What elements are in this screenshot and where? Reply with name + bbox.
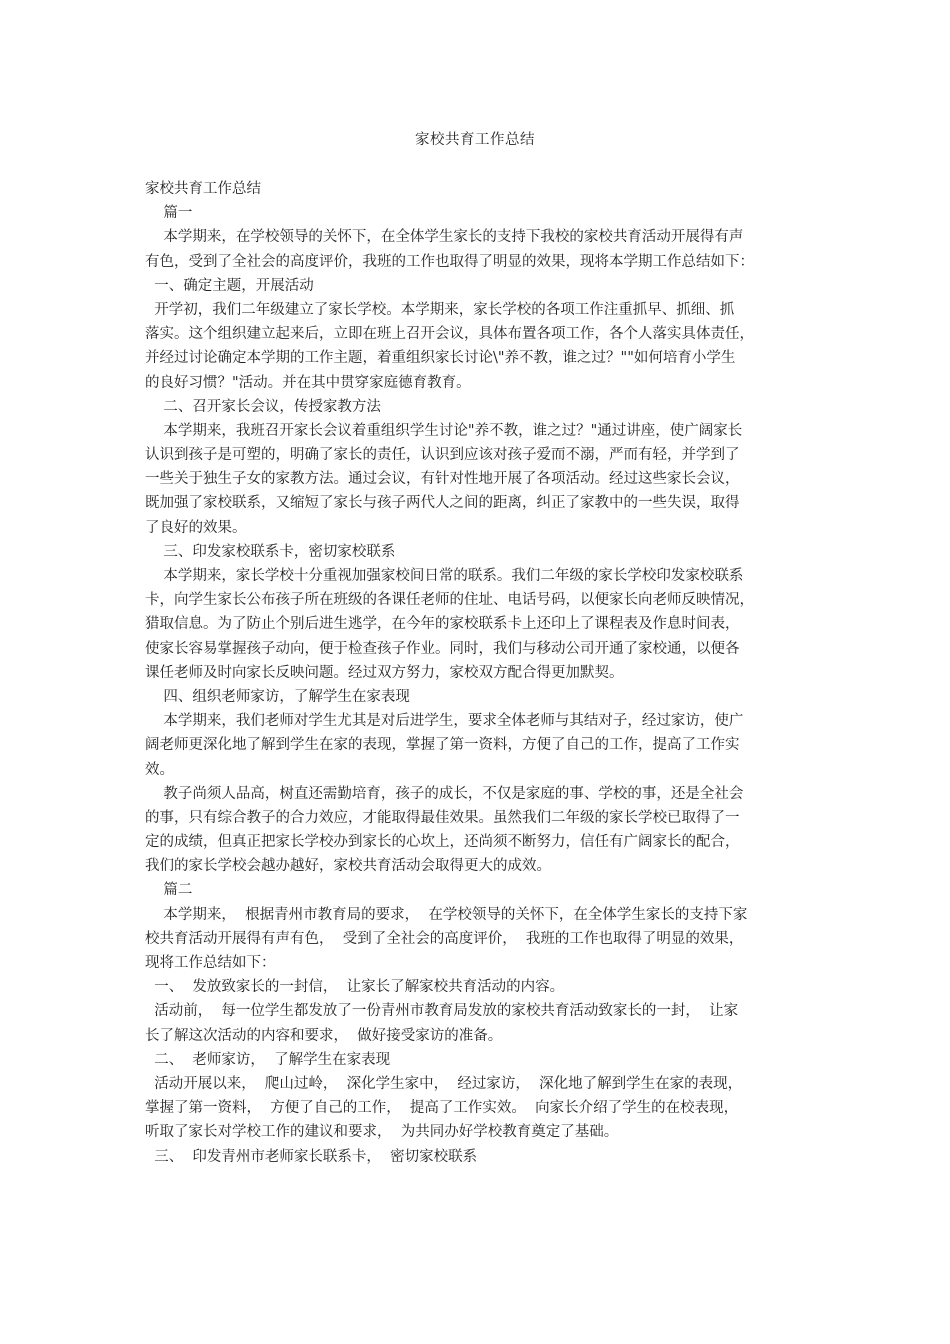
text-line: 本学期来，家长学校十分重视加强家校间日常的联系。我们二年级的家长学校印发家校联系 (145, 568, 744, 584)
text-line: 一、确定主题，开展活动 (145, 277, 314, 294)
document-body (145, 177, 813, 1169)
text-line: 并经过讨论确定本学期的工作主题，着重组织家长讨论\"养不教，谁之过？""如何培育小学生 (145, 350, 736, 367)
text-line: 家校共育工作总结 (145, 181, 261, 197)
text-line: 使家长容易掌握孩子动向，便于检查孩子作业。同时，我们与移动公司开通了家校通，以便各 (145, 640, 740, 657)
text-line: 本学期来，我班召开家长会议着重组织学生讨论"养不教，谁之过？"通过讲座，使广阔家长 (145, 422, 743, 439)
text-line: 篇二 (145, 882, 193, 899)
text-line: 的良好习惯？"活动。并在其中贯穿家庭德育教育。 (145, 374, 471, 391)
text-line: 活动开展以来， 爬山过岭， 深化学生家中， 经过家访， 深化地了解到学生在家的表现， (145, 1075, 743, 1092)
text-line: 我们的家长学校会越办越好，家校共育活动会取得更大的成效。 (145, 858, 551, 875)
text-line: 有色，受到了全社会的高度评价，我班的工作也取得了明显的效果，现将本学期工作总结如下： (145, 253, 754, 270)
text-line: 掌握了第一资料， 方便了自己的工作， 提高了工作实效。 向家长介绍了学生的在校表现， (145, 1100, 739, 1117)
text-line: 教子尚须人品高，树直还需勤培育，孩子的成长，不仅是家庭的事、学校的事，还是全社会 (145, 785, 744, 802)
text-line: 阔老师更深化地了解到学生在家的表现，掌握了第一资料，方便了自己的工作，提高了工作实 (145, 737, 740, 754)
text-line: 的事，只有综合教子的合力效应，才能取得最佳效果。虽然我们二年级的家长学校已取得了一 (145, 809, 740, 826)
text-line: 开学初，我们二年级建立了家长学校。本学期来，家长学校的各项工作注重抓早、抓细、抓 (145, 301, 735, 318)
text-line: 课任老师及时向家长反映问题。经过双方努力，家校双方配合得更加默契。 (145, 664, 624, 681)
text-line: 长了解这次活动的内容和要求， 做好接受家访的准备。 (145, 1027, 503, 1044)
text-line: 本学期来，我们老师对学生尤其是对后进学生，要求全体老师与其结对子，经过家访，使广 (145, 713, 744, 730)
text-line: 二、召开家长会议，传授家教方法 (145, 398, 381, 415)
text-line: 听取了家长对学校工作的建议和要求， 为共同办好学校教育奠定了基础。 (145, 1124, 619, 1141)
text-line: 本学期来， 根据青州市教育局的要求， 在学校领导的关怀下，在全体学生家长的支持下家 (145, 906, 748, 923)
text-line: 本学期来，在学校领导的关怀下，在全体学生家长的支持下我校的家校共育活动开展得有声 (145, 229, 744, 246)
text-line: 活动前， 每一位学生都发放了一份青州市教育局发放的家校共育活动致家长的一封， 让家 (145, 1003, 739, 1020)
text-line: 卡，向学生家长公布孩子所在班级的各课任老师的住址、电话号码，以便家长向老师反映情况， (145, 592, 754, 609)
text-line: 现将工作总结如下： (145, 955, 276, 971)
text-line: 定的成绩，但真正把家长学校办到家长的心坎上，还尚须不断努力，信任有广阔家长的配合， (145, 834, 740, 851)
text-line: 三、印发家校联系卡，密切家校联系 (145, 543, 396, 560)
page-title: 家校共育工作总结 (415, 132, 535, 148)
text-line: 了良好的效果。 (145, 519, 247, 536)
text-line: 既加强了家校联系，又缩短了家长与孩子两代人之间的距离，纠正了家教中的一些失误，取得 (145, 495, 740, 512)
text-line: 四、组织老师家访，了解学生在家表现 (145, 688, 410, 705)
text-line: 一、 发放致家长的一封信， 让家长了解家校共育活动的内容。 (145, 979, 565, 996)
text-line: 篇一 (145, 205, 193, 222)
text-line: 认识到孩子是可塑的，明确了家长的责任，认识到应该对孩子爱而不溺，严而有轻，并学到了 (145, 447, 740, 464)
text-line: 校共育活动开展得有声有色， 受到了全社会的高度评价， 我班的工作也取得了明显的效果， (145, 930, 744, 947)
text-line: 效。 (145, 761, 174, 778)
text-line: 二、 老师家访， 了解学生在家表现 (145, 1051, 391, 1068)
text-line: 猎取信息。为了防止个别后进生逃学，在今年的家校联系卡上还印上了课程表及作息时间表， (145, 616, 740, 633)
text-line: 三、 印发青州市老师家长联系卡， 密切家校联系 (145, 1148, 478, 1165)
text-line: 落实。这个组织建立起来后，立即在班上召开会议，具体布置各项工作，各个人落实具体责任， (145, 326, 754, 343)
text-line: 一些关于独生子女的家教方法。通过会议，有针对性地开展了各项活动。经过这些家长会议， (145, 471, 740, 488)
